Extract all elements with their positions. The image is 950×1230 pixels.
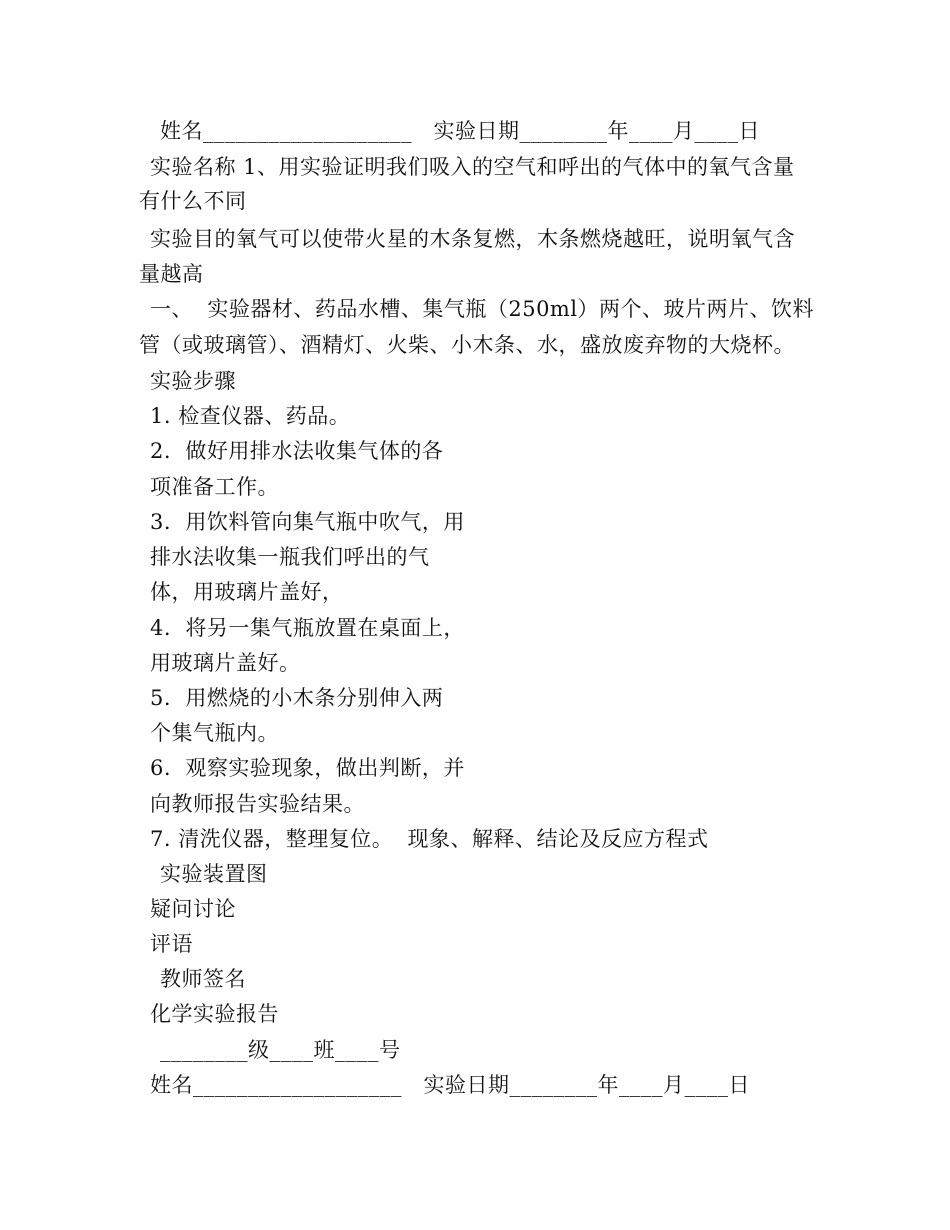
- teacher-signature-label: 教师签名: [160, 967, 246, 991]
- equipment-line: 一、 实验器材、药品水槽、集气瓶（250ml）两个、玻片两片、饮料: [150, 297, 815, 321]
- report-title: 化学实验报告: [150, 1002, 279, 1026]
- step-5: 5. 用燃烧的小木条分别伸入两: [150, 686, 444, 710]
- step-4-continuation: 用玻璃片盖好。: [150, 651, 301, 675]
- step-7: 7. 清洗仪器，整理复位。 现象、解释、结论及反应方程式: [150, 827, 709, 851]
- apparatus-diagram-label: 实验装置图: [160, 862, 268, 886]
- step-2: 2. 做好用排水法收集气体的各: [150, 439, 444, 463]
- step-6-continuation: 向教师报告实验结果。: [150, 792, 365, 816]
- grade-class-number-line: ________级____班____号: [160, 1038, 401, 1062]
- step-3-continuation-1: 排水法收集一瓶我们呼出的气: [150, 545, 430, 569]
- questions-discussion-label: 疑问讨论: [150, 897, 236, 921]
- step-6: 6. 观察实验现象，做出判断，并: [150, 756, 465, 780]
- step-5-continuation: 个集气瓶内。: [150, 721, 279, 745]
- name-date-line: 姓名___________________ 实验日期________年____月____日: [160, 119, 761, 143]
- step-3-continuation-2: 体，用玻璃片盖好，: [150, 580, 344, 604]
- experiment-name-line: 实验名称 1、用实验证明我们吸入的空气和呼出的气体中的氧气含量: [150, 155, 795, 179]
- step-1: 1. 检查仪器、药品。: [150, 404, 351, 428]
- steps-heading: 实验步骤: [150, 369, 236, 393]
- step-2-continuation: 项准备工作。: [150, 475, 279, 499]
- experiment-name-continuation: 有什么不同: [139, 189, 247, 213]
- experiment-purpose-line: 实验目的氧气可以使带火星的木条复燃，木条燃烧越旺，说明氧气含: [150, 227, 795, 251]
- equipment-continuation: 管（或玻璃管）、酒精灯、火柴、小木条、水，盛放废弃物的大烧杯。: [139, 333, 795, 357]
- name-date-line-2: 姓名___________________ 实验日期________年____月____日: [150, 1073, 751, 1097]
- experiment-purpose-continuation: 量越高: [139, 262, 204, 286]
- step-4: 4. 将另一集气瓶放置在桌面上，: [150, 616, 465, 640]
- comments-label: 评语: [150, 932, 193, 956]
- step-3: 3. 用饮料管向集气瓶中吹气，用: [150, 510, 465, 534]
